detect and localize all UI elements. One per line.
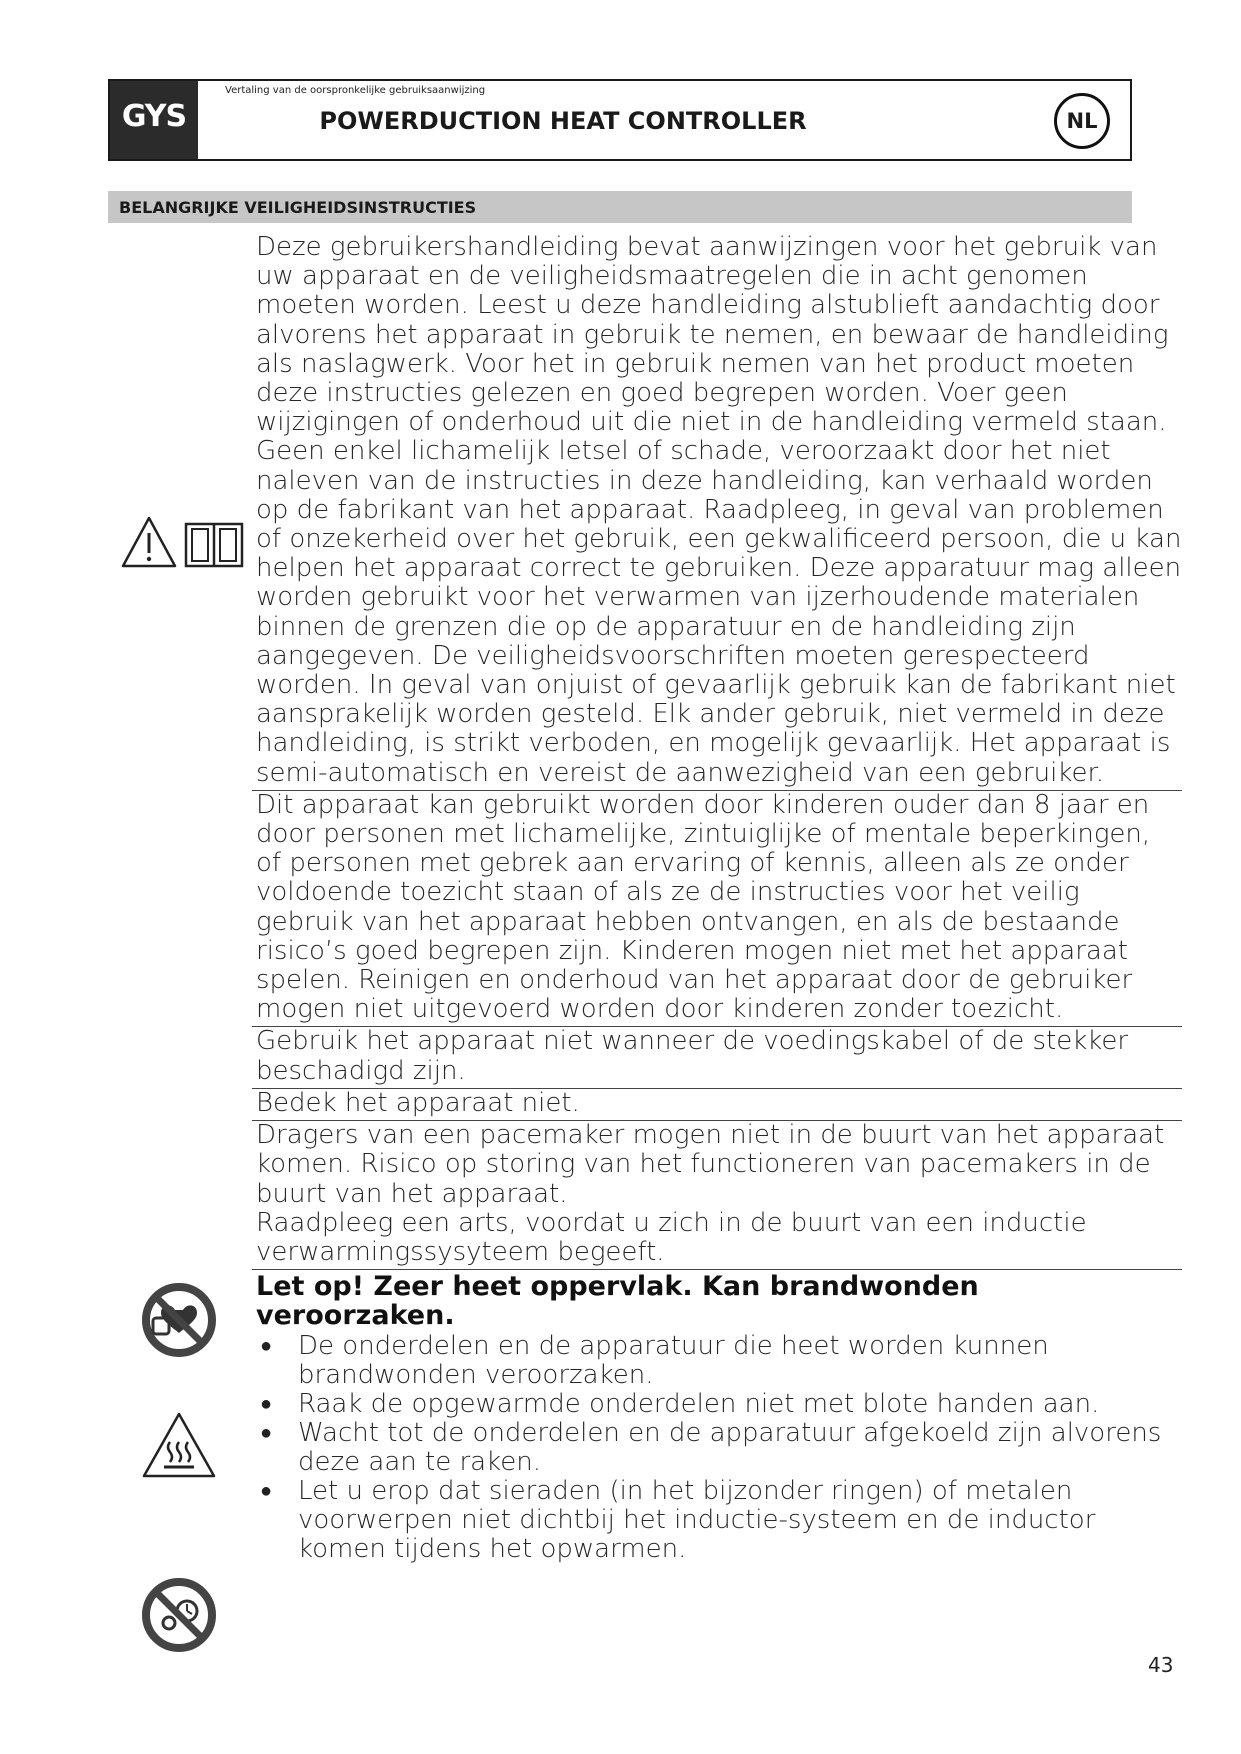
power-cable-text: Gebruik het apparaat niet wanneer de voedingskabel of de stekker beschadigd zijn. xyxy=(256,1026,1129,1086)
hot-surface-list xyxy=(256,1332,1182,1564)
general-instructions-block xyxy=(252,233,1182,791)
general-instructions-text: Deze gebruikershandleiding bevat aanwijzingen voor het gebruik van uw apparaat en de veiligheidsmaatregelen die in acht genomen moeten worden. Leest u deze handleiding alstublieft aandachtig door alvorens het apparaat in gebruik te nemen, en bewaar de handleiding als naslagwerk. Voor het in gebruik nemen van het product moeten deze instructies gelezen en goed begrepen worden. Voer geen wijzigingen of onderhoud uit die niet in de handleiding vermeld staan. Geen enkel lichamelijk letsel of schade, veroorzaakt door het niet naleven van de instructies in deze handleiding, kan verhaald worden op de fabrikant van het apparaat. Raadpleeg, in geval van problemen of onzekerheid over het gebruik, een gekwalificeerd persoon, die u kan helpen het apparaat correct te gebruiken. Deze apparatuur mag alleen worden gebruikt voor het verwarmen van ijzerhoudende materialen binnen de grenzen die op de apparatuur en de handleiding zijn aangegeven. De veiligheidsvoorschriften moeten gerespecteerd worden. In geval van onjuist of gevaarlijk gebruik kan de fabrikant niet aansprakelijk worden gesteld. Elk ander gebruik, niet vermeld in deze handleiding, is strikt verboden, en mogelijk gevaarlijk. Het apparaat is semi-automatisch en vereist de aanwezigheid van een gebruiker. xyxy=(256,232,1182,788)
list-item: ● De onderdelen en de apparatuur die heet worden kunnen brandwonden veroorzaken. xyxy=(256,1332,1182,1390)
power-cable-block xyxy=(252,1027,1182,1088)
pacemaker-warning-text: Dragers van een pacemaker mogen niet in de buurt van het apparaat komen. Risico op storing van het functioneren van pacemakers in de buurt van het apparaat. xyxy=(256,1120,1165,1209)
page-number: 43 xyxy=(1148,1653,1174,1677)
hot-surface-title: Let op! Zeer heet oppervlak. Kan brandwonden veroorzaken. xyxy=(256,1271,979,1332)
list-item: ● Wacht tot de onderdelen en de apparatuur afgekoeld zijn alvorens deze aan te raken. xyxy=(256,1419,1182,1477)
logo-text: GYS xyxy=(121,99,187,134)
translation-note: Vertaling van de oorspronkelijke gebruiksaanwijzing xyxy=(225,85,486,96)
children-instructions-text: Dit apparaat kan gebruikt worden door kinderen ouder dan 8 jaar en door personen met lichamelijke, zintuiglijke of mentale beperkingen, of personen met gebrek aan ervaring of kennis, alleen als ze onder voldoende toezicht staan of als ze de instructies voor het veilig gebruik van het apparaat hebben ontvangen, en als de bestaande risico’s goed begrepen zijn. Kinderen mogen niet met het apparaat spelen. Reinigen en onderhoud van het apparaat door de gebruiker mogen niet uitgevoerd worden door kinderen zonder toezicht. xyxy=(256,789,1151,1025)
gys-logo xyxy=(110,81,198,159)
pacemaker-advice-text: Raadpleeg een arts, voordat u zich in de buurt van een inductie verwarmingssysyteem begeeft. xyxy=(256,1207,1087,1267)
document-header xyxy=(108,79,1132,161)
warning-triangle-icon xyxy=(120,515,178,569)
hot-surface-warning-icon xyxy=(140,1410,218,1480)
list-item: ● Let u erop dat sieraden (in het bijzonder ringen) of metalen voorwerpen niet dichtbij het inductie-systeem en de inductor komen tijdens het opwarmen. xyxy=(256,1477,1182,1564)
children-instructions-block xyxy=(252,791,1182,1028)
hot-surface-block xyxy=(252,1272,1182,1566)
read-manual-book-icon xyxy=(184,522,244,568)
list-item: ● Raak de opgewarmde onderdelen niet met blote handen aan. xyxy=(256,1390,1182,1419)
language-badge: NL xyxy=(1054,93,1110,149)
no-metal-jewelry-icon xyxy=(141,1577,217,1653)
no-pacemaker-icon xyxy=(141,1282,217,1358)
cover-text: Bedek het apparaat niet. xyxy=(256,1087,580,1118)
cover-block xyxy=(252,1089,1182,1121)
document-title: POWERDUCTION HEAT CONTROLLER xyxy=(319,107,807,135)
pacemaker-block xyxy=(252,1121,1182,1270)
safety-instructions xyxy=(252,233,1182,1566)
section-header-bar xyxy=(108,191,1132,223)
section-title: BELANGRIJKE VEILIGHEIDSINSTRUCTIES xyxy=(119,198,477,217)
